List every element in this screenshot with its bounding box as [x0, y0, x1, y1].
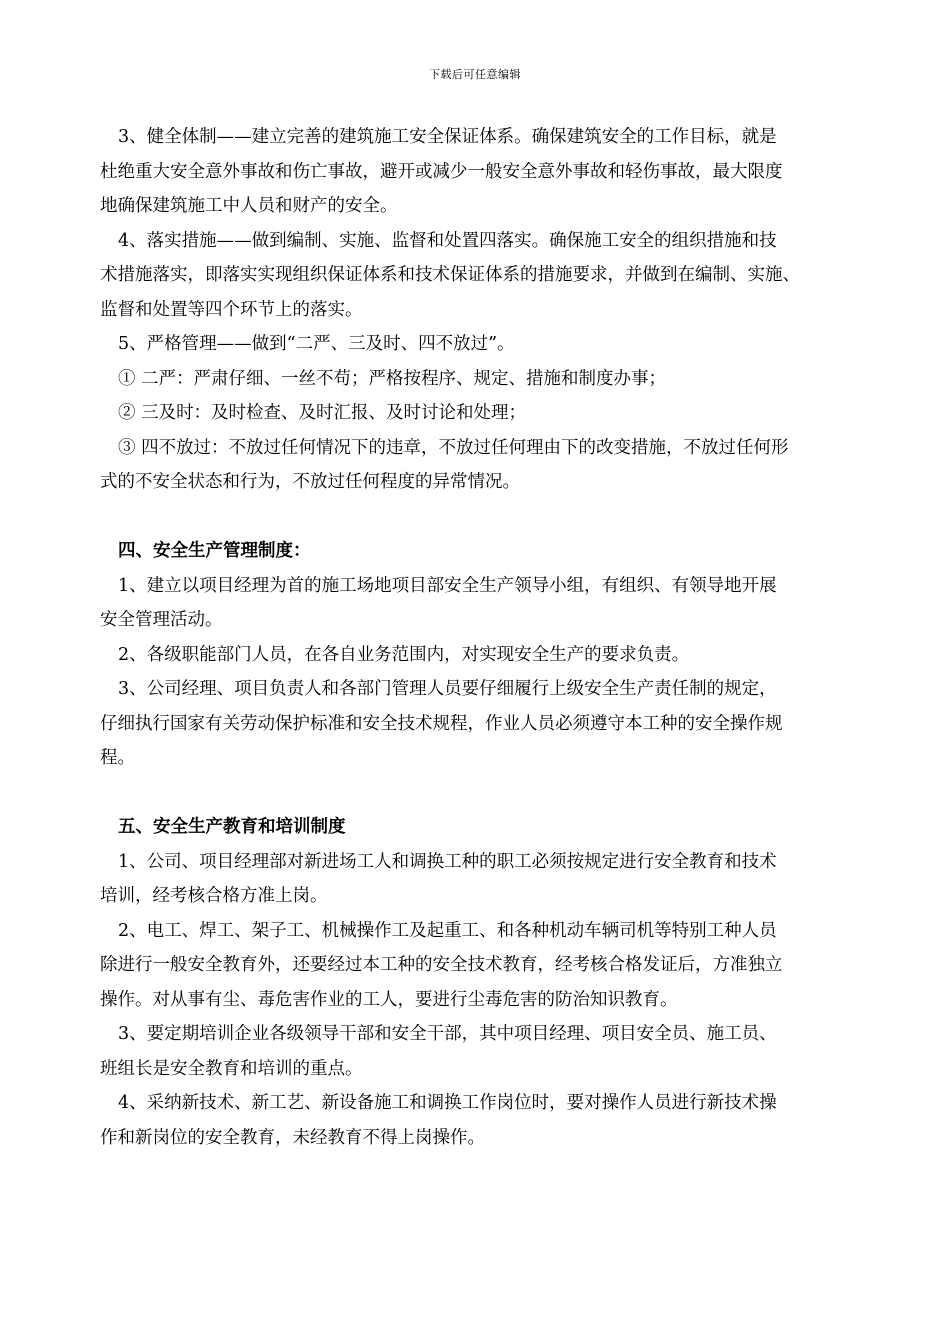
section-heading: 五、安全生产教育和培训制度: [118, 817, 346, 837]
paragraph-line: 1、公司、项目经理部对新进场工人和调换工种的职工必须按规定进行安全教育和技术: [118, 851, 777, 872]
paragraph-line: ② 三及时：及时检查、及时汇报、及时讨论和处理；: [118, 403, 527, 423]
section-heading: 四、安全生产管理制度：: [118, 541, 311, 561]
paragraph-line: 术措施落实，即落实实现组织保证体系和技术保证体系的措施要求，并做到在编制、实施、: [100, 265, 800, 285]
paragraph-line: 安全管理活动。: [100, 610, 223, 630]
paragraph-line: ③ 四不放过：不放过任何情况下的违章，不放过任何理由下的改变措施，不放过任何形: [118, 437, 789, 458]
paragraph-line: 2、各级职能部门人员，在各自业务范围内，对实现安全生产的要求负责。: [118, 644, 690, 665]
paragraph-line: 5、严格管理——做到“二严、三及时、四不放过”。: [118, 334, 515, 354]
paragraph-line: 作和新岗位的安全教育，未经教育不得上岗操作。: [100, 1127, 485, 1148]
paragraph-line: 杜绝重大安全意外事故和伤亡事故，避开或减少一般安全意外事故和轻伤事故，最大限度: [100, 161, 783, 182]
paragraph-line: 操作。对从事有尘、毒危害作业的工人，要进行尘毒危害的防治知识教育。: [100, 989, 678, 1010]
paragraph-line: 班组长是安全教育和培训的重点。: [100, 1058, 363, 1079]
paragraph-line: 1、建立以项目经理为首的施工场地项目部安全生产领导小组，有组织、有领导地开展: [118, 575, 777, 596]
paragraph-line: 程。: [100, 748, 135, 768]
paragraph-line: 3、公司经理、项目负责人和各部门管理人员要仔细履行上级安全生产责任制的规定，: [118, 679, 777, 699]
paragraph-line: ① 二严：严肃仔细、一丝不苟；严格按程序、规定、措施和制度办事；: [118, 368, 667, 389]
paragraph-line: 监督和处置等四个环节上的落实。: [100, 299, 363, 320]
paragraph-line: 3、健全体制——建立完善的建筑施工安全保证体系。确保建筑安全的工作目标，就是: [118, 127, 777, 147]
paragraph-line: 培训，经考核合格方准上岗。: [100, 886, 328, 906]
paragraph-line: 式的不安全状态和行为，不放过任何程度的异常情况。: [100, 472, 520, 492]
section-spacer: [100, 500, 860, 535]
document-body: [100, 120, 860, 1155]
paragraph-line: 4、落实措施——做到编制、实施、监督和处置四落实。确保施工安全的组织措施和技: [118, 230, 777, 251]
paragraph-line: 3、要定期培训企业各级领导干部和安全干部，其中项目经理、项目安全员、施工员、: [118, 1024, 777, 1044]
paragraph-line: 除进行一般安全教育外，还要经过本工种的安全技术教育，经考核合格发证后，方准独立: [100, 955, 783, 975]
paragraph-line: 4、采纳新技术、新工艺、新设备施工和调换工作岗位时，要对操作人员进行新技术操: [118, 1093, 777, 1113]
paragraph-line: 仔细执行国家有关劳动保护标准和安全技术规程，作业人员必须遵守本工种的安全操作规: [100, 713, 783, 734]
section-spacer: [100, 776, 860, 811]
header-note: 下载后可任意编辑: [429, 68, 521, 81]
paragraph-line: 2、电工、焊工、架子工、机械操作工及起重工、和各种机动车辆司机等特别工种人员: [118, 920, 777, 941]
paragraph-line: 地确保建筑施工中人员和财产的安全。: [100, 196, 398, 216]
